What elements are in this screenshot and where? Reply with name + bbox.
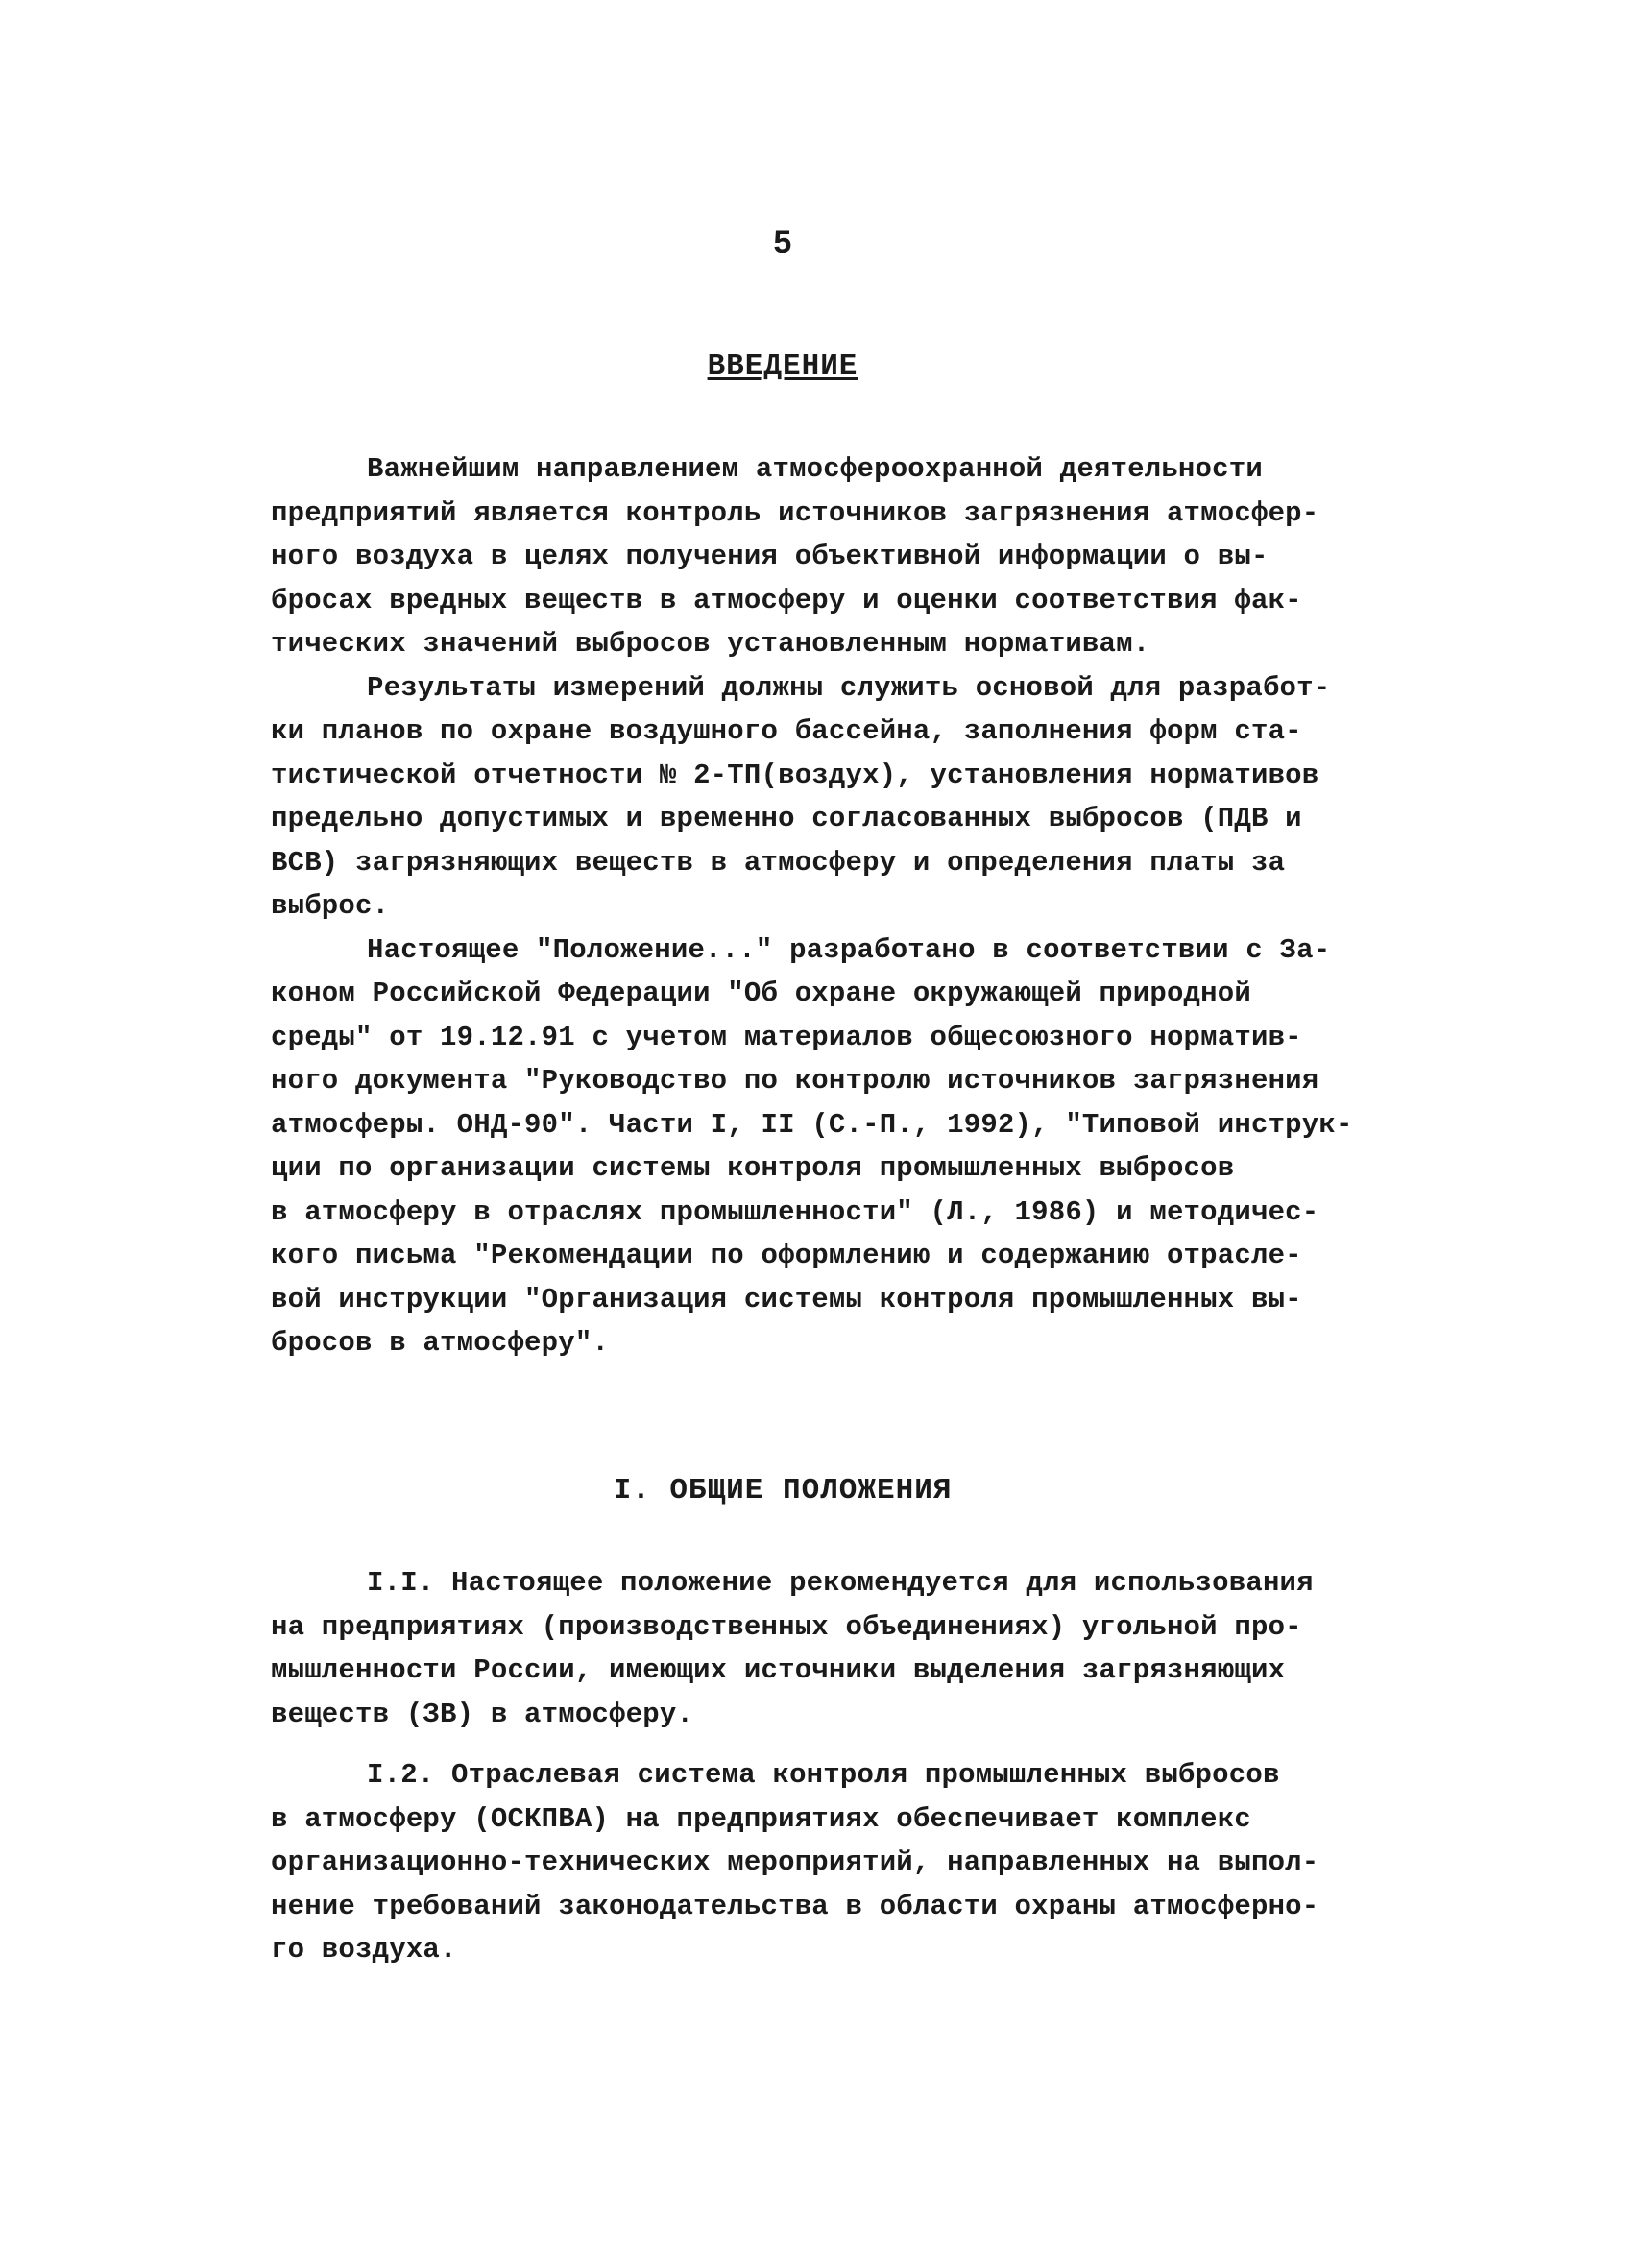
general-paragraph-1 (271, 1561, 1385, 1736)
text-line: вой инструкции "Организация системы контроля промышленных вы- (271, 1283, 1302, 1315)
text-line: предприятий является контроль источников загрязнения атмосфер- (271, 496, 1319, 529)
text-line: тистической отчетности № 2-ТП(воздух), установления нормативов (271, 759, 1319, 791)
page-number: 5 (772, 227, 793, 263)
text-line: Настоящее "Положение..." разработано в соответствии с За- (367, 933, 1331, 966)
text-line: ки планов по охране воздушного бассейна, заполнения форм ста- (271, 715, 1302, 747)
text-line: предельно допустимых и временно согласованных выбросов (ПДВ и (271, 803, 1302, 834)
text-line: Важнейшим направлением атмосфероохранной деятельности (367, 453, 1263, 485)
text-line: бросов в атмосферу". (271, 1327, 610, 1359)
text-line: нение требований законодательства в области охраны атмосферно- (271, 1890, 1319, 1922)
text-line: коном Российской Федерации "Об охране окружающей природной (271, 977, 1251, 1009)
text-line: веществ (ЗВ) в атмосферу. (271, 1698, 694, 1730)
text-line: организационно-технических мероприятий, направленных на выпол- (271, 1846, 1319, 1878)
text-line: кого письма "Рекомендации по оформлению и содержанию отрасле- (271, 1240, 1302, 1271)
text-line: ного воздуха в целях получения объективной информации о вы- (271, 541, 1269, 572)
intro-heading: ВВЕДЕНИЕ (707, 350, 858, 383)
general-paragraph-2 (271, 1753, 1385, 1972)
text-line: на предприятиях (производственных объединениях) угольной про- (271, 1610, 1302, 1643)
text-line: в атмосферу в отраслях промышленности" (Л., 1986) и методичес- (271, 1195, 1319, 1228)
text-line: ции по организации системы контроля промышленных выбросов (271, 1152, 1235, 1184)
text-line: среды" от 19.12.91 с учетом материалов общесоюзного норматив- (271, 1021, 1302, 1053)
text-line: мышленности России, имеющих источники выделения загрязняющих (271, 1654, 1286, 1686)
text-line: выброс. (271, 890, 390, 922)
intro-paragraph-2 (271, 666, 1385, 929)
text-line: I.2. Отраслевая система контроля промышленных выбросов (367, 1759, 1280, 1791)
paragraph-gap (271, 1736, 1385, 1753)
text-line: атмосферы. ОНД-90". Части I, II (С.-П., 1992), "Типовой инструк- (271, 1108, 1353, 1141)
text-line: I.I. Настоящее положение рекомендуется для использования (367, 1567, 1314, 1599)
text-line: тических значений выбросов установленным нормативам. (271, 628, 1150, 660)
text-line: го воздуха. (271, 1934, 457, 1966)
text-line: ного документа "Руководство по контролю источников загрязнения (271, 1065, 1319, 1097)
general-section (271, 1561, 1385, 1972)
text-line: бросах вредных веществ в атмосферу и оценки соответствия фак- (271, 584, 1302, 616)
general-heading: I. ОБЩИЕ ПОЛОЖЕНИЯ (613, 1474, 953, 1508)
text-line: Результаты измерений должны служить основой для разработ- (367, 671, 1331, 704)
intro-paragraph-3 (271, 929, 1385, 1365)
intro-section (271, 447, 1385, 1365)
text-line: в атмосферу (ОСКПВА) на предприятиях обеспечивает комплекс (271, 1802, 1251, 1835)
text-line: ВСВ) загрязняющих веществ в атмосферу и определения платы за (271, 846, 1286, 879)
intro-paragraph-1 (271, 447, 1385, 666)
